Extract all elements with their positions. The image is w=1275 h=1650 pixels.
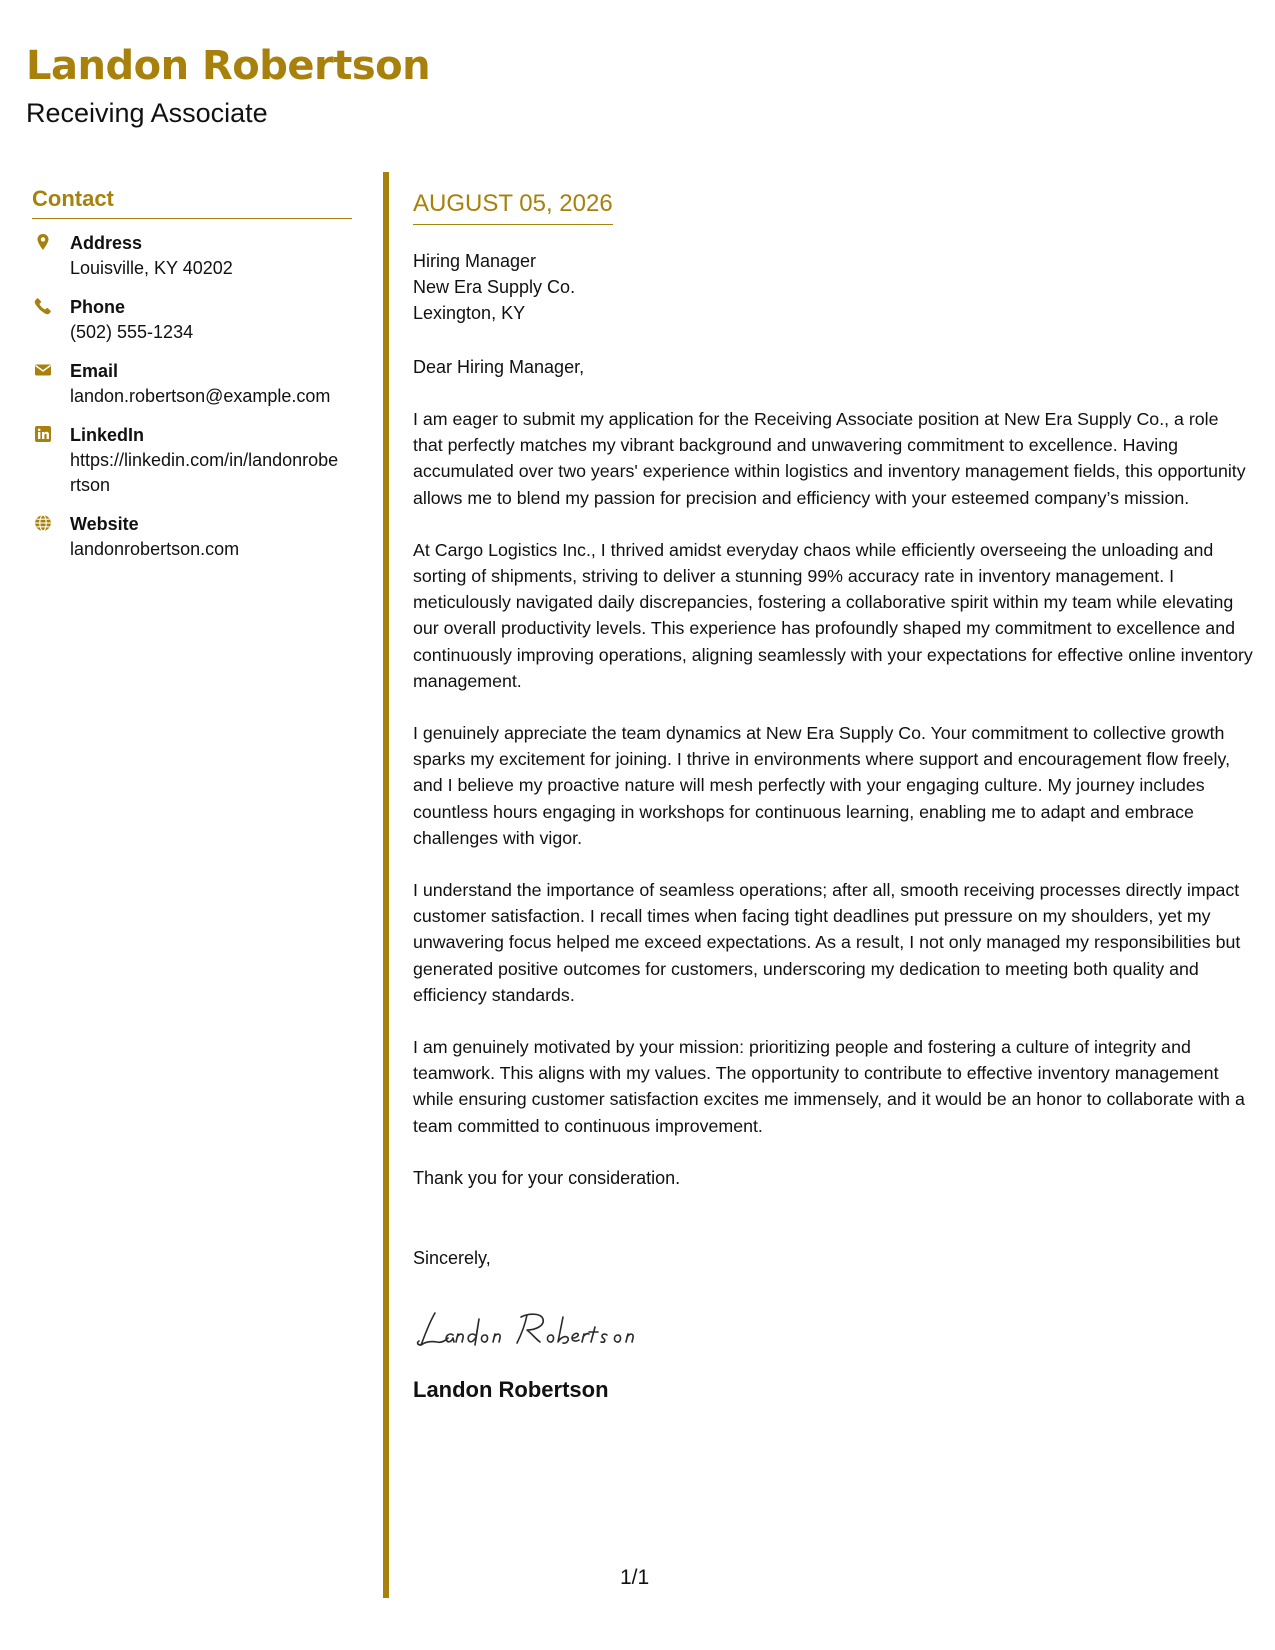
contact-label-phone: Phone <box>70 297 126 317</box>
contact-value-phone: (502) 555-1234 <box>70 322 194 342</box>
handwritten-signature <box>413 1299 678 1359</box>
recipient-block <box>413 248 1253 326</box>
contact-label-website: Website <box>70 514 139 534</box>
job-title: Receiving Associate <box>26 98 268 128</box>
letter-paragraph: I understand the importance of seamless operations; after all, smooth receiving processes directly impact customer satisfaction. I recall times when facing tight deadlines put pressure on my shoulders, yet my unwavering focus helped me exceed expectations. As a result, I not only managed my responsibilities but generated positive outcomes for customers, underscoring my dedication to meeting both quality and efficiency standards. <box>413 880 1241 1005</box>
signoff: Sincerely, <box>413 1247 491 1268</box>
location-pin-icon <box>34 233 52 251</box>
letter-paragraph: At Cargo Logistics Inc., I thrived amidst everyday chaos while efficiently overseeing the unloading and sorting of shipments, striving to deliver a stunning 99% accuracy rate in inventory management. I meticulously navigated daily discrepancies, fostering a collaborative spirit within my team while elevating our overall productivity levels. This experience has profoundly shaped my commitment to excellence and continuously improving operations, aligning seamlessly with your expectations for effective online inventory management. <box>413 539 1253 691</box>
applicant-name: Landon Robertson <box>26 43 431 89</box>
contact-item-website <box>32 512 352 562</box>
page-number: 1/1 <box>620 1566 650 1589</box>
salutation: Dear Hiring Manager, <box>413 357 585 377</box>
contact-value-website[interactable]: landonrobertson.com <box>70 539 240 559</box>
letter-paragraph: I am genuinely motivated by your mission: prioritizing people and fostering a culture of integrity and teamwork. This aligns with my values. The opportunity to contribute to effective inventory management while ensuring customer satisfaction excites me immensely, and it would be an honor to collaborate with a team committed to continuous improvement. <box>413 1037 1245 1136</box>
vertical-divider <box>383 172 389 1598</box>
contact-sidebar <box>32 188 352 576</box>
recipient-company: New Era Supply Co. <box>413 277 576 297</box>
contact-item-email <box>32 359 352 409</box>
contact-value-linkedin[interactable]: https://linkedin.com/in/landonrobertson <box>70 450 339 495</box>
contact-value-email[interactable]: landon.robertson@example.com <box>70 386 331 406</box>
envelope-icon <box>34 361 52 379</box>
linkedin-icon <box>34 425 52 443</box>
closing-thanks: Thank you for your consideration. <box>413 1167 681 1188</box>
recipient-line: Hiring Manager <box>413 251 537 271</box>
contact-value-address: Louisville, KY 40202 <box>70 258 233 278</box>
letter-body <box>413 192 1253 1403</box>
contact-item-address <box>32 231 352 281</box>
letter-paragraph: I am eager to submit my application for the Receiving Associate position at New Era Supply Co., a role that perfectly matches my vibrant background and unwavering commitment to excellence. Having accumulated over two years' experience within logistics and inventory management fields, this opportunity allows me to blend my passion for precision and efficiency with your esteemed company’s mission. <box>413 409 1246 508</box>
letter-paragraph: I genuinely appreciate the team dynamics at New Era Supply Co. Your commitment to collective growth sparks my excitement for joining. I thrive in environments where support and encouragement flow freely, and I believe my proactive nature will mesh perfectly with your engaging culture. My journey includes countless hours engaging in workshops for continuous learning, enabling me to adapt and embrace challenges with vigor. <box>413 723 1231 848</box>
phone-icon <box>34 297 52 315</box>
contact-label-email: Email <box>70 361 119 381</box>
contact-heading: Contact <box>32 188 352 219</box>
globe-icon <box>34 514 52 532</box>
contact-label-address: Address <box>70 233 143 253</box>
contact-item-phone <box>32 295 352 345</box>
recipient-location: Lexington, KY <box>413 303 526 323</box>
signed-name: Landon Robertson <box>413 1376 609 1402</box>
contact-item-linkedin <box>32 423 352 498</box>
contact-label-linkedin: LinkedIn <box>70 425 145 445</box>
contact-list <box>32 231 352 562</box>
letter-date: AUGUST 05, 2026 <box>413 192 613 225</box>
